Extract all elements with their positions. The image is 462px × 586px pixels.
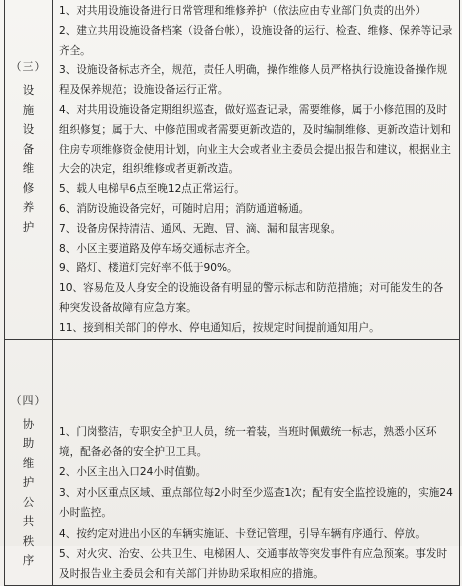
title-char: 养 xyxy=(22,200,35,214)
title-char: 设 xyxy=(22,122,35,136)
list-item: 1、对共用设施设备进行日常管理和维修养护（依法应由专业部门负责的出外） xyxy=(59,5,426,17)
title-char: 序 xyxy=(22,553,35,568)
section-4-content xyxy=(53,339,460,585)
title-char: 修 xyxy=(22,180,35,195)
section-3-item-list xyxy=(53,0,459,339)
section-row-4 xyxy=(5,339,460,585)
section-4-title xyxy=(5,415,52,571)
title-char: 备 xyxy=(22,141,35,156)
section-3-label-cell xyxy=(5,0,53,339)
title-char: 设 xyxy=(22,83,35,97)
section-4-number: （四） xyxy=(10,393,47,407)
title-char: 维 xyxy=(22,455,35,470)
list-item: 6、消防设施设备完好，可随时启用；消防通道畅通。 xyxy=(59,202,310,215)
title-char: 护 xyxy=(22,219,35,234)
title-char: 公 xyxy=(22,494,35,509)
service-standard-table xyxy=(4,0,460,586)
title-char: 秩 xyxy=(22,533,35,548)
title-char: 助 xyxy=(22,436,35,451)
list-item: 9、路灯、楼道灯完好率不低于90%。 xyxy=(59,262,238,275)
list-item: 4、按约定对进出小区的车辆实施证、卡登记管理，引导车辆有序通行、停放。 xyxy=(59,527,426,540)
list-item: 2、建立共用设施设备档案（设备台帐），设施设备的运行、检查、维修、保养等记录齐全。 xyxy=(59,24,453,57)
list-item: 5、载人电梯早6点至晚12点正常运行。 xyxy=(59,183,245,196)
title-char: 共 xyxy=(22,514,35,529)
list-item: 11、接到相关部门的停水、停电通知后，按规定时间提前通知用户。 xyxy=(59,321,380,334)
section-4-label-cell xyxy=(5,339,53,585)
section-3-number: （三） xyxy=(10,60,47,73)
section-3-title xyxy=(5,81,52,237)
list-item: 1、门岗整洁，专职安全护卫人员，统一着装，当班时佩戴统一标志，熟悉小区环境，配备必备的安全护卫工具。 xyxy=(59,425,437,458)
list-item: 2、小区主出入口24小时值勤。 xyxy=(59,466,207,479)
title-char: 协 xyxy=(22,416,35,431)
list-item: 3、设施设备标志齐全，规范，责任人明确，操作维修人员严格执行设施设备操作规程及保养规范；设施设备运行正常。 xyxy=(59,64,448,97)
list-item: 10、容易危及人身安全的设施设备有明显的警示标志和防范措施；对可能发生的各种突发设备故障有应急方案。 xyxy=(59,282,444,314)
title-char: 施 xyxy=(22,102,35,117)
title-char: 护 xyxy=(22,475,35,490)
section-3-content xyxy=(53,0,460,339)
list-item: 8、小区主要道路及停车场交通标志齐全。 xyxy=(59,242,257,255)
title-char: 维 xyxy=(22,161,35,175)
list-item: 3、对小区重点区域、重点部位每2小时至少巡查1次；配有安全监控设施的，实施24小时监控。 xyxy=(59,486,453,520)
list-item: 4、对共用设施设备定期组织巡查，做好巡查记录，需要维修，属于小修范围的及时组织修复；属于大、中修范围或者需要更新改造的，及时编制维修、更新改造计划和住房专项维修资金使用计划，向业主大会或者业主委员会提出报告和建议，根据业主大会的决定，组织维修或者更新改造。 xyxy=(59,103,451,176)
list-item: 5、对火灾、治安、公共卫生、电梯困人、交通事故等突发事件有应急预案。事发时及时报告业主委员会和有关部门并协助采取相应的措施。 xyxy=(59,547,448,581)
list-item: 7、设备房保持清洁、通风、无跑、冒、滴、漏和鼠害现象。 xyxy=(59,222,342,235)
section-row-3 xyxy=(5,0,460,339)
section-4-item-list xyxy=(53,416,459,585)
